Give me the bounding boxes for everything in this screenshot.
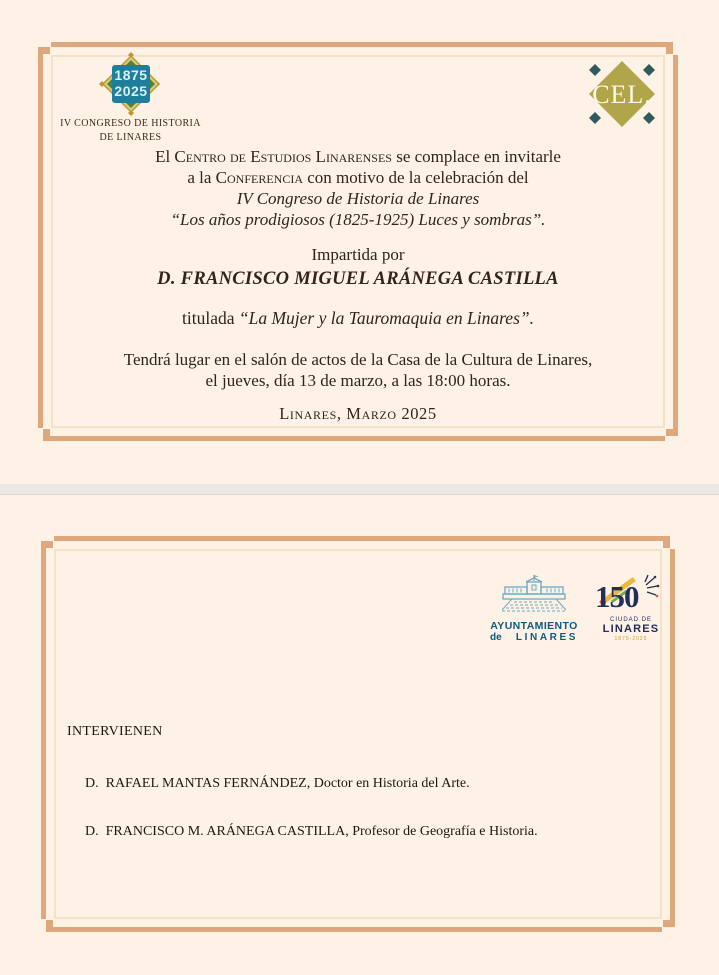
venue-line-1: Tendrá lugar en el salón de actos de la Casa de la Cultura de Linares, [123, 350, 593, 369]
invitation-body [58, 146, 658, 424]
congress-subtitle: “Los años prodigiosos (1825-1925) Luces y sombras”. [170, 210, 546, 229]
congress-1875-2025-logo [58, 52, 203, 144]
congress-title: IV Congreso de Historia de Linares [236, 189, 480, 208]
participant-line: D. FRANCISCO M. ARÁNEGA CASTILLA, Profesor de Geografía e Historia. [85, 824, 538, 839]
ayuntamiento-city-label: de LINARES [490, 632, 578, 643]
cel-logo [574, 52, 670, 136]
congress-diamond-icon [99, 52, 163, 116]
imparted-by-label: Impartida por [311, 245, 405, 264]
participants-heading: INTERVIENEN [67, 724, 163, 739]
invitation-card-back [41, 536, 675, 932]
lecturer-name: D. FRANCISCO MIGUEL ARÁNEGA CASTILLA [157, 269, 559, 289]
cel-monogram: CEL. [592, 80, 652, 109]
page-separator [0, 484, 719, 495]
date-place-line: Linares, Marzo 2025 [279, 404, 437, 423]
sponsor-logos [488, 574, 660, 644]
svg-text:CIUDAD DE: CIUDAD DE [609, 617, 653, 623]
ayuntamiento-linares-logo [488, 574, 580, 644]
invitation-card-front [38, 42, 678, 441]
invite-line-2: a la Conferencia con motivo de la celebración del [187, 168, 529, 187]
number-150: 150 [595, 579, 639, 614]
ayuntamiento-label: AYUNTAMIENTO [490, 620, 578, 632]
congress-caption-line2: DE LINARES [99, 132, 162, 143]
congress-caption-line1: IV CONGRESO DE HISTORIA [60, 118, 201, 129]
talk-title-line: titulada “La Mujer y la Tauromaquia en Linares”. [182, 308, 534, 328]
svg-text:1875: 1875 [113, 67, 148, 83]
linares-150-logo [594, 574, 660, 642]
town-hall-icon [492, 574, 576, 620]
invite-line-1: El Centro de Estudios Linarenses se complace en invitarle [155, 147, 561, 166]
participant-line: D. RAFAEL MANTAS FERNÁNDEZ, Doctor en Historia del Arte. [85, 776, 470, 791]
svg-text:2025: 2025 [113, 83, 148, 99]
svg-text:1875-2025: 1875-2025 [614, 636, 648, 642]
venue-line-2: el jueves, día 13 de marzo, a las 18:00 horas. [205, 371, 511, 390]
svg-text:LINARES: LINARES [602, 623, 660, 635]
